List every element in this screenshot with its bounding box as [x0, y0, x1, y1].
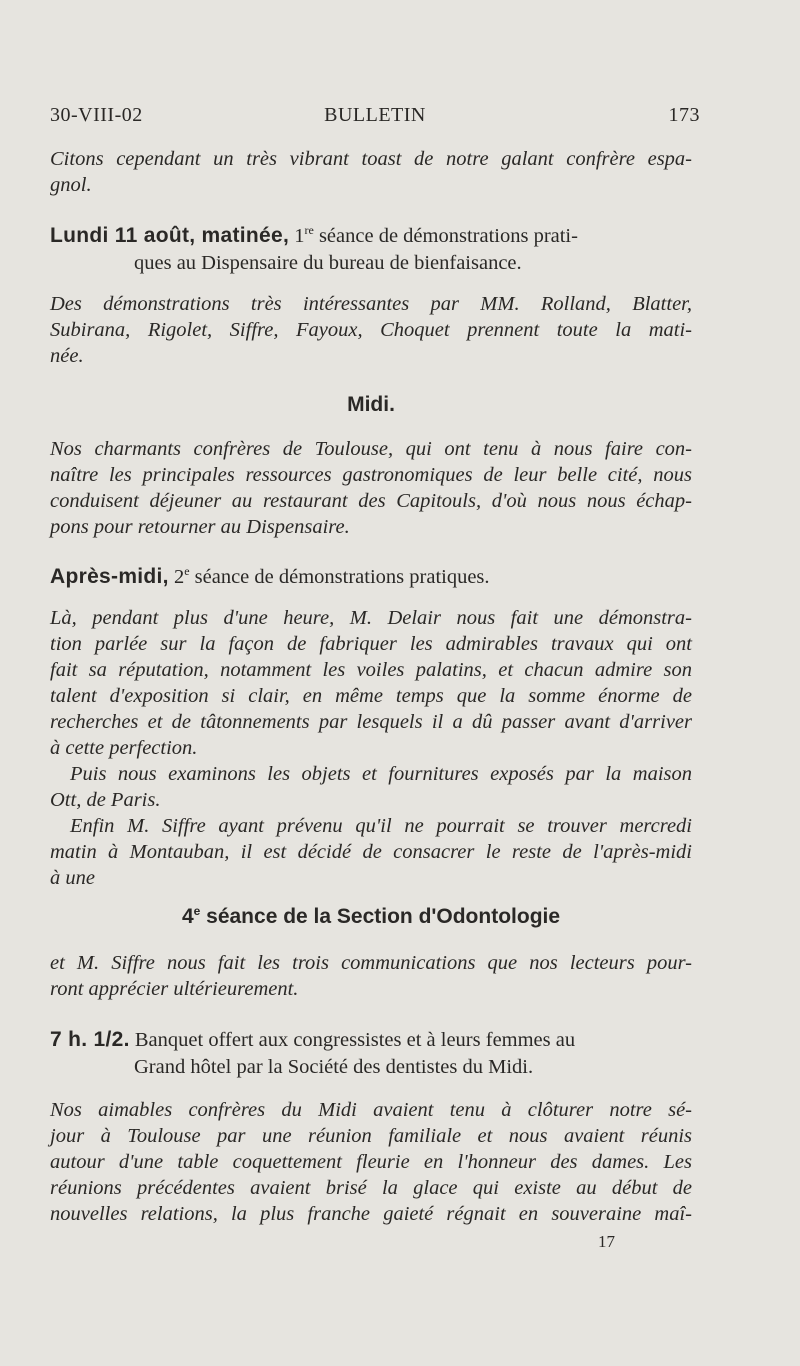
text-line: autour d'une table coquettement fleurie en l'honneur des dames. Les — [50, 1151, 692, 1173]
text-line: jour à Toulouse par une réunion familiale et nous avaient réunis — [50, 1125, 692, 1147]
text-line: Subirana, Rigolet, Siffre, Fayoux, Choquet prennent toute la mati- — [50, 319, 692, 341]
event-apres-midi — [50, 563, 692, 591]
text-line: à une — [50, 867, 95, 889]
text-line: Citons cependant un très vibrant toast de notre galant confrère espa- — [50, 148, 692, 170]
page-number: 173 — [668, 104, 700, 126]
event-lundi-matinee — [50, 222, 692, 277]
text-line: matin à Montauban, il est décidé de consacrer le reste de l'après-midi — [50, 841, 692, 863]
header-date: 30-VIII-02 — [50, 104, 143, 126]
paragraph-siffre — [50, 950, 692, 1002]
event-time: Après-midi, — [50, 565, 169, 588]
heading-section-odontologie: 4e séance de la Section d'Odontologie — [181, 904, 561, 928]
text-line: naître les principales ressources gastronomiques de leur belle cité, nous — [50, 464, 692, 486]
text-line: pons pour retourner au Dispensaire. — [50, 516, 350, 538]
event-time: Lundi 11 août, matinée, — [50, 224, 290, 247]
text-line: talent d'exposition si clair, en même temps que la somme énorme de — [50, 685, 692, 707]
text-line: recherches et de tâtonnements par lesquels il a dû passer avant d'arriver — [50, 711, 692, 733]
text-line: Des démonstrations très intéressantes par MM. Rolland, Blatter, — [50, 293, 692, 315]
text-line: Là, pendant plus d'une heure, M. Delair nous fait une démonstra- — [50, 607, 692, 629]
ordinal: 2e — [173, 564, 190, 588]
text-line: et M. Siffre nous fait les trois communications que nos lecteurs pour- — [50, 952, 692, 974]
event-text: séance de démonstrations pratiques. — [189, 566, 490, 588]
text-line: Ott, de Paris. — [50, 789, 161, 811]
event-text: séance de démonstrations prati- — [313, 225, 578, 247]
signature-mark: 17 — [598, 1232, 615, 1251]
text-line: tion parlée sur la façon de fabriquer les admirables travaux qui ont — [50, 633, 692, 655]
event-text-cont: ques au Dispensaire du bureau de bienfaisance. — [134, 252, 522, 274]
event-banquet — [50, 1026, 692, 1081]
text-line: ront apprécier ultérieurement. — [50, 978, 299, 1000]
event-text: Banquet offert aux congressistes et à leurs femmes au — [129, 1029, 576, 1051]
text-line: gnol. — [50, 174, 92, 196]
ordinal: 1re — [294, 223, 314, 247]
text-line: Puis nous examinons les objets et fournitures exposés par la maison — [70, 763, 692, 785]
text-line: conduisent déjeuner au restaurant des Capitouls, d'où nous nous échap- — [50, 490, 692, 512]
running-header — [50, 104, 700, 134]
text-line: réunions précédentes avaient brisé la glace qui existe au début de — [50, 1177, 692, 1199]
text-line: née. — [50, 345, 84, 367]
heading-midi: Midi. — [347, 393, 395, 416]
text-line: fait sa réputation, notamment les voiles palatins, et chacun admire son — [50, 659, 692, 681]
paragraph-demonstrations — [50, 291, 692, 369]
event-time: 7 h. 1/2. — [50, 1028, 130, 1051]
text-line: Nos charmants confrères de Toulouse, qui ont tenu à nous faire con- — [50, 438, 692, 460]
event-text-cont: Grand hôtel par la Société des dentistes du Midi. — [134, 1056, 534, 1078]
paragraph-toulouse — [50, 436, 692, 540]
paragraph-banquet — [50, 1097, 692, 1227]
text-line: Nos aimables confrères du Midi avaient tenu à clôturer notre sé- — [50, 1099, 692, 1121]
header-title: BULLETIN — [324, 104, 426, 126]
text-line: à cette perfection. — [50, 737, 198, 759]
paragraph-delair — [50, 605, 692, 891]
text-line: Enfin M. Siffre ayant prévenu qu'il ne pourrait se trouver mercredi — [70, 815, 692, 837]
text-line: nouvelles relations, la plus franche gaieté régnait en souveraine maî- — [50, 1203, 692, 1225]
paragraph-toast — [50, 146, 692, 198]
